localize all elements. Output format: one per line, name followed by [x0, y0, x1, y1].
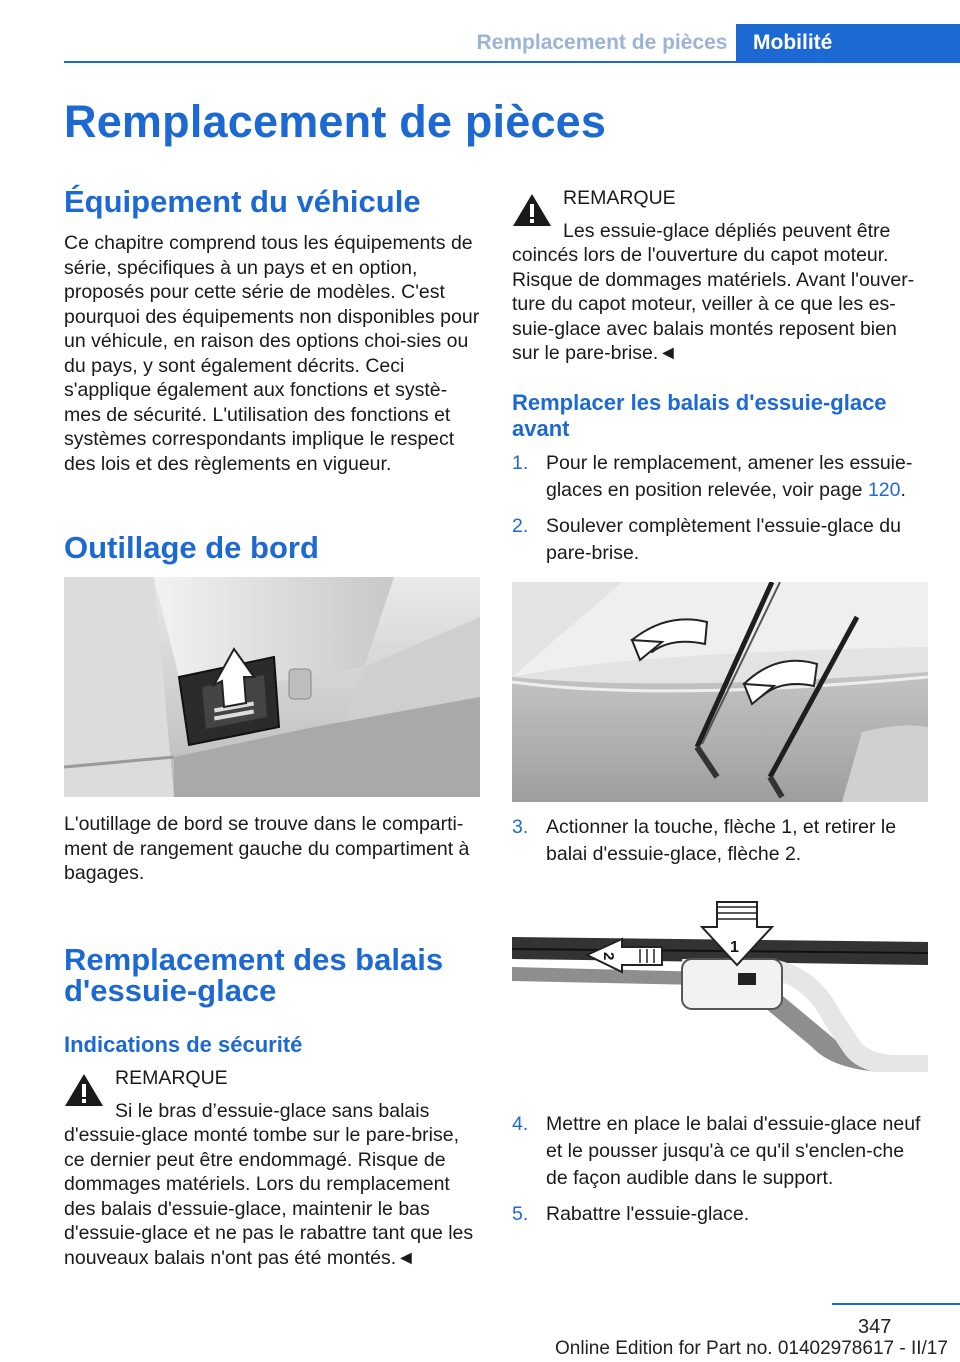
step-item: [512, 1111, 928, 1192]
step-text: Rabattre l'essuie-glace.: [546, 1203, 750, 1225]
warning-triangle-icon: [512, 192, 552, 228]
step-number: 4.: [512, 1113, 529, 1135]
vehicle-text: Ce chapitre comprend tous les équipements de série, spécifiques à un pays et en option, proposés pour cette série de modèles. C'est pourquoi des équipements non disponibles pour un véhicule, en raison des options choi-sies ou du pays, y sont également décrits. Ceci s'applique également aux fonctions et systè-mes de sécurité. L'utilisation des fonctions et systèmes correspondants implique le respect des lois et des règlements en vigueur.: [64, 232, 480, 475]
tools-text: L'outillage de bord se trouve dans le comparti-ment de rangement gauche du compartiment à bagages.: [64, 813, 470, 884]
hood-warning-text: coincés lors de l'ouverture du capot moteur. Risque de dommages matériels. Avant l'ouver-ture du capot moteur, veiller à ce que les es-suie-glace avec balais montés reposent bien sur le pare-brise.◄: [512, 244, 915, 364]
wipers-heading: Remplacement des balais d'essuie-glace: [64, 942, 444, 1008]
marker-2-label: 2: [600, 952, 617, 961]
wipers-raised-figure: [512, 582, 928, 802]
wiper-blade-release-figure: [512, 897, 928, 1072]
step-number: 5.: [512, 1203, 529, 1225]
page-number: 347: [858, 1316, 892, 1338]
step-item: [512, 513, 928, 567]
step-number: 3.: [512, 816, 529, 838]
tools-heading: Outillage de bord: [64, 530, 319, 565]
step-text: Mettre en place le balai d'essuie-glace neuf et le pousser jusqu'à ce qu'il s'enclen-che de façon audible dans le support.: [546, 1113, 921, 1189]
step-text: Actionner la touche, flèche 1, et retirer le balai d'essuie-glace, flèche 2.: [546, 816, 897, 865]
hood-warning-label: REMARQUE: [563, 187, 676, 209]
steps-list-b: [512, 814, 928, 868]
header-chapter-tab: Mobilité: [736, 24, 960, 62]
steps-list-c: [512, 1111, 928, 1228]
header-rule: [64, 61, 960, 63]
hood-warning-first-line: Les essuie-glace dépliés peuvent être: [563, 219, 891, 242]
safety-warning-text: d'essuie-glace monté tombe sur le pare-brise, ce dernier peut être endommagé. Risque de dommages matériels. Lors du remplacement des balais d'essuie-glace, maintenir le bas d'essuie-glace et ne pas le rabattre tant que les nouveaux balais n'ont pas été montés.◄: [64, 1124, 474, 1269]
safety-warning: [64, 1066, 480, 1270]
safety-heading: Indications de sécurité: [64, 1032, 303, 1057]
safety-warning-first-line: Si le bras d’essuie-glace sans balais: [115, 1099, 430, 1122]
step-number: 1.: [512, 451, 529, 474]
safety-warning-label: REMARQUE: [115, 1067, 228, 1089]
vehicle-heading: Équipement du véhicule: [64, 184, 421, 219]
hood-warning: [512, 186, 928, 366]
front-wiper-heading: Remplacer les balais d'essuie-glace avant: [512, 389, 887, 441]
step-item: [512, 814, 928, 868]
edition-note: Online Edition for Part no. 01402978617 - II/17: [555, 1338, 948, 1359]
warning-triangle-icon: [64, 1072, 104, 1108]
page-link[interactable]: 120: [867, 478, 901, 501]
step-item: [512, 1201, 928, 1228]
step-text: Soulever complètement l'essuie-glace du pare-brise.: [546, 514, 901, 564]
steps-list-a: [512, 450, 928, 567]
header-section-tab: Remplacement de pièces: [476, 31, 728, 54]
marker-1-label: 1: [730, 939, 739, 956]
step-text: Pour le remplacement, amener les essuie-glaces en position relevée, voir page: [546, 451, 913, 501]
step-item: [512, 450, 928, 504]
footer-rule: [832, 1303, 960, 1305]
tool-kit-compartment-figure: [64, 577, 480, 797]
step-number: 2.: [512, 514, 529, 537]
step-text-end: .: [900, 478, 906, 501]
page-title: Remplacement de pièces: [64, 96, 607, 147]
